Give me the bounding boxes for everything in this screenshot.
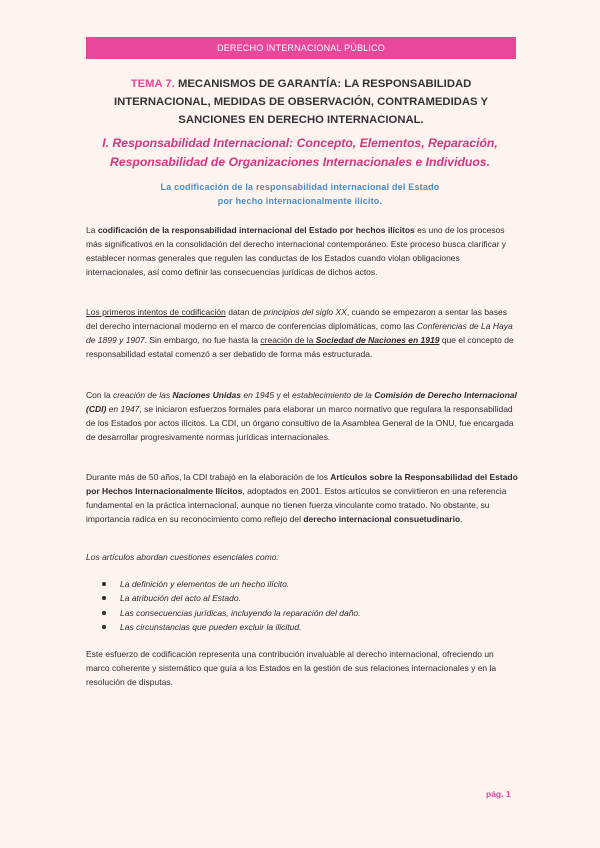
tema-text: MECANISMOS DE GARANTÍA: LA RESPONSABILIDAD INTERNACIONAL, MEDIDAS DE OBSERVACIÓN, CONTRAMEDIDAS Y SANCIONES EN DERECHO INTERNACIONAL.: [113, 78, 489, 126]
bullet-icon: [102, 625, 106, 629]
page-number: pág. 1: [486, 789, 511, 799]
paragraph-3: Con la creación de las Naciones Unidas en 1945 y el establecimiento de la Comisión de Derecho Internacional (CDI) en 1947, se iniciaron esfuerzos formales para elaborar un marco normativo que regulara la responsabilidad de los Estados por actos ilícitos. La CDI, un órgano consultivo de la Asamblea General de la ONU, fue encargada de desarrollar progresivamente normas jurídicas internacionales.: [86, 390, 517, 443]
bullet-list: [100, 577, 520, 635]
list-item: La atribución del acto al Estado.: [100, 591, 520, 605]
tema-number: TEMA 7.: [130, 78, 175, 90]
paragraph-5: Los artículos abordan cuestiones esenciales como:: [86, 552, 279, 562]
header-title: DERECHO INTERNACIONAL PÚBLICO: [217, 43, 385, 53]
section-title: I. Responsabilidad Internacional: Concepto, Elementos, Reparación, Responsabilidad de Organizaciones Internacionales e Individuos.: [102, 136, 498, 169]
paragraph-2: Los primeros intentos de codificación datan de principios del siglo XX, cuando se empezaron a sentar las bases del derecho internacional moderno en el marco de conferencias diplomáticas, como las Conferencias de La Haya de 1899 y 1907. Sin embargo, no fue hasta la creación de la Sociedad de Naciones en 1919 que el concepto de responsabilidad estatal comenzó a ser debatido de forma más estructurada.: [86, 307, 514, 360]
document-header: [86, 37, 516, 59]
subheading: La codificación de la responsabilidad internacional del Estado por hecho internacionalmente ilícito.: [160, 182, 440, 206]
list-item: Las consecuencias jurídicas, incluyendo la reparación del daño.: [100, 606, 520, 620]
bullet-icon: [102, 596, 106, 600]
bullet-icon: [102, 582, 106, 586]
paragraph-6: Este esfuerzo de codificación representa una contribución invaluable al derecho internacional, ofreciendo un marco coherente y sistemático que guía a los Estados en la gestión de sus relaciones internacionales y en la resolución de disputas.: [86, 649, 497, 688]
bullet-icon: [102, 611, 106, 615]
list-item: La definición y elementos de un hecho ilícito.: [100, 577, 520, 591]
paragraph-1: La codificación de la responsabilidad internacional del Estado por hechos ilícitos es uno de los procesos más significativos en la consolidación del derecho internacional contemporáneo. Este proceso busca clarificar y establecer normas generales que regulen las conductas de los Estados cuando violan obligaciones internacionales, así como definir las consecuencias jurídicas de dichos actos.: [86, 225, 507, 278]
paragraph-4: Durante más de 50 años, la CDI trabajó en la elaboración de los Artículos sobre la Responsabilidad del Estado por Hechos Internacionalmente Ilícitos, adoptados en 2001. Estos artículos se convirtieron en una referencia fundamental en la práctica internacional, aunque no tienen fuerza vinculante como tratado. No obstante, su importancia radica en su reconocimiento como reflejo del derecho internacional consuetudinario.: [86, 472, 518, 525]
tema-title: [96, 75, 506, 129]
list-item: Las circunstancias que pueden excluir la ilicitud.: [100, 620, 520, 634]
